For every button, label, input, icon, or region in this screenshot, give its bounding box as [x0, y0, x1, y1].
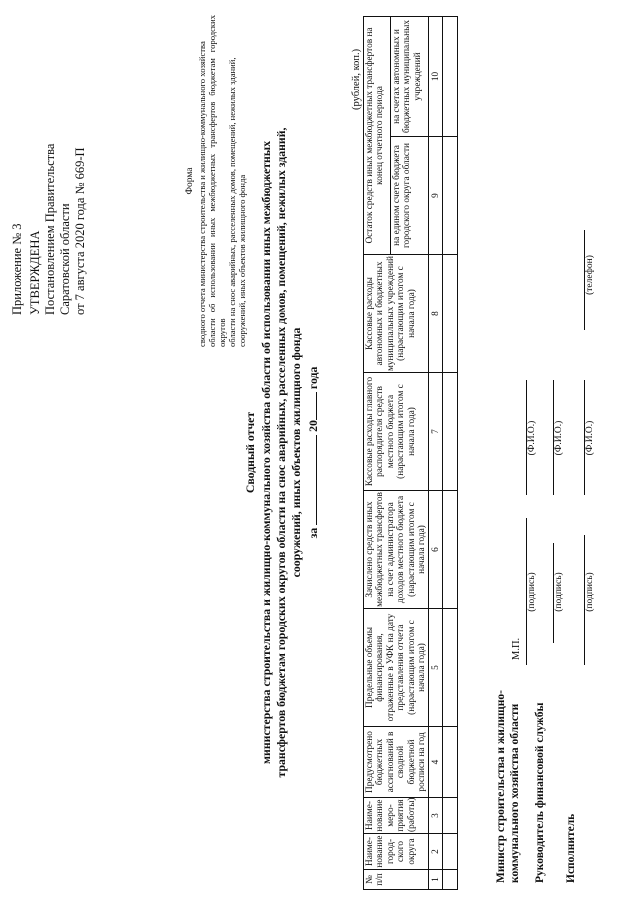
- executor-phone-caption: (телефон): [585, 255, 595, 295]
- table-cell[interactable]: [443, 870, 458, 890]
- period-blank: [306, 435, 317, 525]
- header-institution-accounts: на счетах автономных и бюджетных муниципальных учреждений: [390, 16, 429, 136]
- header-remaining-balance: Остаток средств иных межбюджетных трансфертов на конец отчетного периода: [364, 16, 391, 254]
- header-main-manager-expenses: Кассовые расходы главного распорядителя средств местного бюджета (нарастающим итогом с начала года): [364, 373, 429, 491]
- report-subtitle-line-1: министерства строительства и жилищно-коммунального хозяйства области об использовании иных межбюджетных: [259, 141, 273, 764]
- header-district: Наиме-нование город-ского округа: [364, 834, 429, 870]
- column-number: 4: [429, 727, 443, 798]
- column-number: 6: [429, 491, 443, 609]
- header-index: № п/п: [364, 870, 429, 890]
- column-number: 5: [429, 609, 443, 727]
- minister-signature-caption: (подпись): [527, 572, 537, 612]
- table-cell[interactable]: [443, 16, 458, 136]
- minister-signature-label: [495, 690, 522, 883]
- units-label: (рублей, коп.): [351, 48, 362, 110]
- finance-signature-caption: (подпись): [554, 572, 564, 612]
- period-suffix: года: [306, 366, 320, 390]
- form-line: области об использовании иных межбюджетных трансфертов бюджетам городских округов: [207, 15, 228, 347]
- table-cell[interactable]: [443, 491, 458, 609]
- column-number: 3: [429, 798, 443, 834]
- header-activity: Наиме-нование меро-приятия (работы): [364, 798, 429, 834]
- form-description: [185, 15, 247, 347]
- period-prefix: за: [306, 527, 320, 539]
- column-number: 10: [429, 16, 443, 136]
- finance-name-caption: (Ф.И.О.): [554, 420, 564, 456]
- report-subtitle-line-3: сооружений, иных объектов жилищного фонда: [289, 327, 303, 578]
- column-number: 9: [429, 137, 443, 255]
- table-cell[interactable]: [443, 727, 458, 798]
- period-year: 20: [306, 420, 320, 432]
- table-cell[interactable]: [443, 255, 458, 373]
- approval-line-2: Саратовской области: [58, 203, 72, 315]
- column-number: 7: [429, 373, 443, 491]
- table-cell[interactable]: [443, 798, 458, 834]
- report-subtitle-line-2: трансфертов бюджетам городских округов области на снос аварийных, расселенных домов, помещений, нежилых зданий,: [274, 127, 288, 778]
- table-cell[interactable]: [443, 137, 458, 255]
- approval-stamp: УТВЕРЖДЕНА: [28, 230, 42, 315]
- approval-line-1: Постановлением Правительства: [43, 143, 57, 315]
- table-cell[interactable]: [443, 373, 458, 491]
- table-cell[interactable]: [443, 609, 458, 727]
- report-period: [306, 0, 321, 905]
- minister-line-1: Министр строительства и жилищно-: [495, 690, 507, 883]
- finance-head-label: Руководитель финансовой службы: [534, 702, 546, 883]
- seal-placeholder: М.П.: [511, 637, 522, 660]
- appendix-number: Приложение № 3: [10, 223, 24, 315]
- minister-name-caption: (Ф.И.О.): [527, 420, 537, 456]
- executor-label: Исполнитель: [565, 813, 577, 883]
- form-label: Форма: [185, 167, 195, 195]
- header-credited-transfers: Зачислено средств иных межбюджетных трансфертов на счет администратора доходов местного бюджета (нарастающим итогом с начала года): [365, 492, 428, 607]
- form-line: сводного отчета министерства строительства и жилищно-коммунального хозяйства: [197, 41, 208, 347]
- year-blank: [306, 392, 317, 420]
- minister-line-2: коммунального хозяйства области: [508, 703, 521, 883]
- form-line: области на снос аварийных, расселенных домов, помещений, нежилых зданий,: [227, 57, 238, 347]
- table-cell[interactable]: [443, 834, 458, 870]
- header-appropriations: Предусмотрено бюджетных ассигнований в сводной бюджетной росписи на год: [364, 727, 429, 798]
- header-funding-limits: Предельные объемы финансирования, отраженные в УФК на дату представления отчета (нарастающим итогом с начала года): [364, 609, 429, 727]
- executor-signature-caption: (подпись): [585, 572, 595, 612]
- report-title: Сводный отчет: [243, 411, 257, 494]
- header-institution-expenses: Кассовые расходы автономных и бюджетных муниципальных учреждений (нарастающим итогом с начала года): [364, 255, 429, 373]
- report-table: [363, 16, 458, 890]
- form-line: сооружений, иных объектов жилищного фонда: [237, 174, 248, 347]
- column-number: 8: [429, 255, 443, 373]
- column-number: 2: [429, 834, 443, 870]
- table-row: [443, 16, 458, 889]
- header-single-account: на едином счете бюджета городского округа области: [390, 137, 429, 255]
- approval-line-3: от 7 августа 2020 года № 669-П: [73, 147, 87, 315]
- column-number: 1: [429, 870, 443, 890]
- executor-name-caption: (Ф.И.О.): [585, 420, 595, 456]
